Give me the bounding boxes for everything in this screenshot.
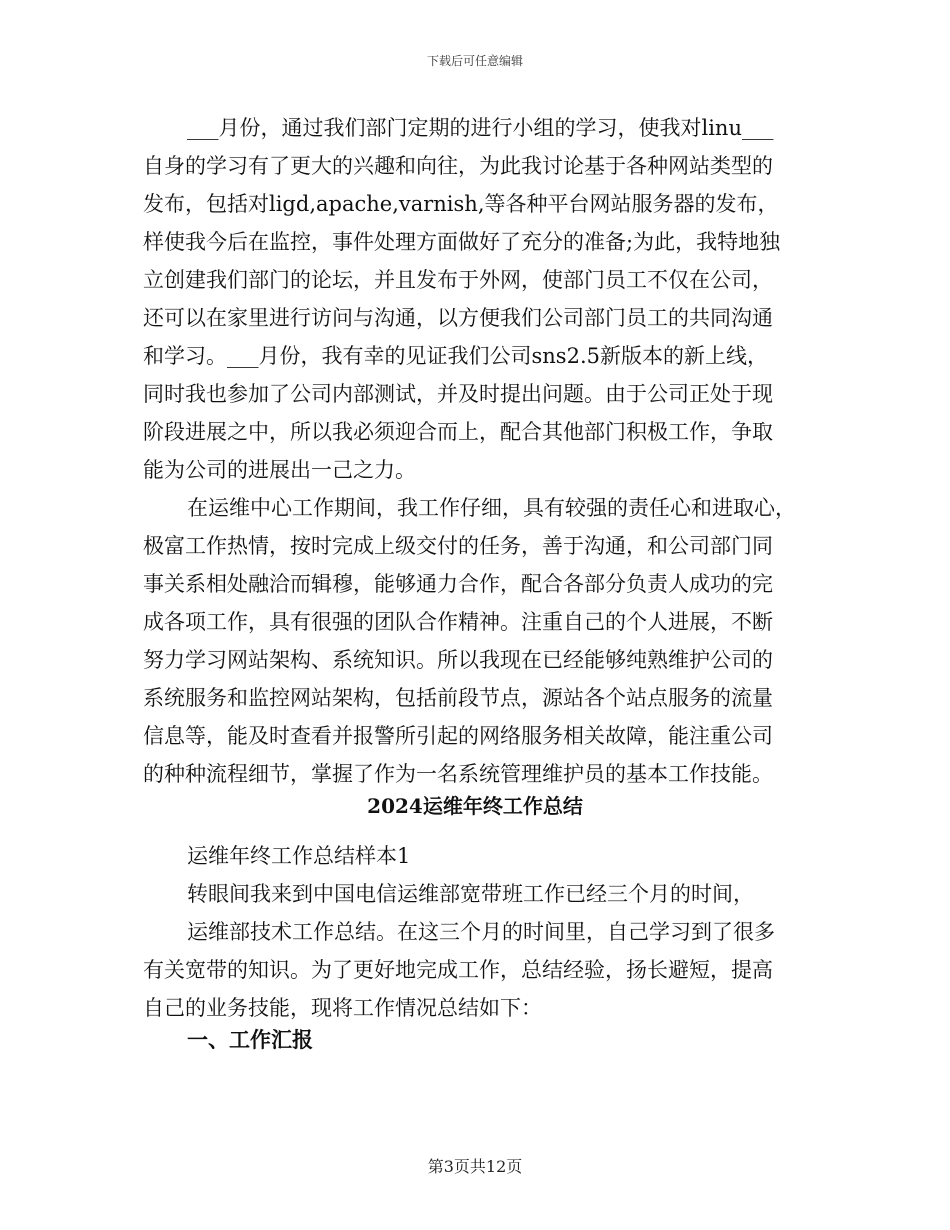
paragraph-line: 同时我也参加了公司内部测试，并及时提出问题。由于公司正处于现 xyxy=(143,382,773,406)
paragraph-line: 事关系相处融洽而辑穆，能够通力合作，配合各部分负责人成功的完 xyxy=(143,572,773,596)
paragraph-line: 还可以在家里进行访问与沟通，以方便我们公司部门员工的共同沟通 xyxy=(143,306,773,330)
paragraph-line: 样使我今后在监控，事件处理方面做好了充分的准备;为此，我特地独 xyxy=(143,230,781,254)
section-title: 2024运维年终工作总结 xyxy=(367,794,583,818)
paragraph-line: 阶段进展之中，所以我必须迎合而上，配合其他部门积极工作，争取 xyxy=(143,420,773,444)
paragraph-line: 的种种流程细节，掌握了作为一名系统管理维护员的基本工作技能。 xyxy=(143,762,773,786)
paragraph-line: 运维年终工作总结样本1 xyxy=(187,844,411,868)
paragraph-line: 发布，包括对ligd,apache,varnish,等各种平台网站服务器的发布， xyxy=(143,192,779,216)
paragraph-line: 转眼间我来到中国电信运维部宽带班工作已经三个月的时间， xyxy=(187,882,754,906)
paragraph-line: 努力学习网站架构、系统知识。所以我现在已经能够纯熟维护公司的 xyxy=(143,648,773,672)
paragraph-line: 极富工作热情，按时完成上级交付的任务，善于沟通，和公司部门同 xyxy=(143,534,773,558)
paragraph-line: 和学习。___月份，我有幸的见证我们公司sns2.5新版本的新上线， xyxy=(143,344,768,368)
paragraph-line: ___月份，通过我们部门定期的进行小组的学习，使我对linu___ xyxy=(187,116,774,140)
paragraph-line: 成各项工作，具有很强的团队合作精神。注重自己的个人进展，不断 xyxy=(143,610,773,634)
paragraph-line: 运维部技术工作总结。在这三个月的时间里，自己学习到了很多 xyxy=(187,920,775,944)
paragraph-line: 能为公司的进展出一己之力。 xyxy=(143,458,416,482)
paragraph-line: 自身的学习有了更大的兴趣和向往，为此我讨论基于各种网站类型的 xyxy=(143,154,773,178)
paragraph-line: 有关宽带的知识。为了更好地完成工作，总结经验，扬长避短，提高 xyxy=(143,958,773,982)
page-footer: 第3页共12页 xyxy=(427,1157,523,1176)
paragraph-line: 在运维中心工作期间，我工作仔细，具有较强的责任心和进取心， xyxy=(187,496,796,520)
page-header: 下载后可任意编辑 xyxy=(426,54,523,68)
paragraph-line: 系统服务和监控网站架构，包括前段节点，源站各个站点服务的流量 xyxy=(143,686,773,710)
paragraph-line: 自己的业务技能，现将工作情况总结如下： xyxy=(143,996,542,1020)
paragraph-line: 信息等，能及时查看并报警所引起的网络服务相关故障，能注重公司 xyxy=(143,724,773,748)
paragraph-line: 立创建我们部门的论坛，并且发布于外网，使部门员工不仅在公司， xyxy=(143,268,773,292)
subheading: 一、工作汇报 xyxy=(187,1027,313,1052)
